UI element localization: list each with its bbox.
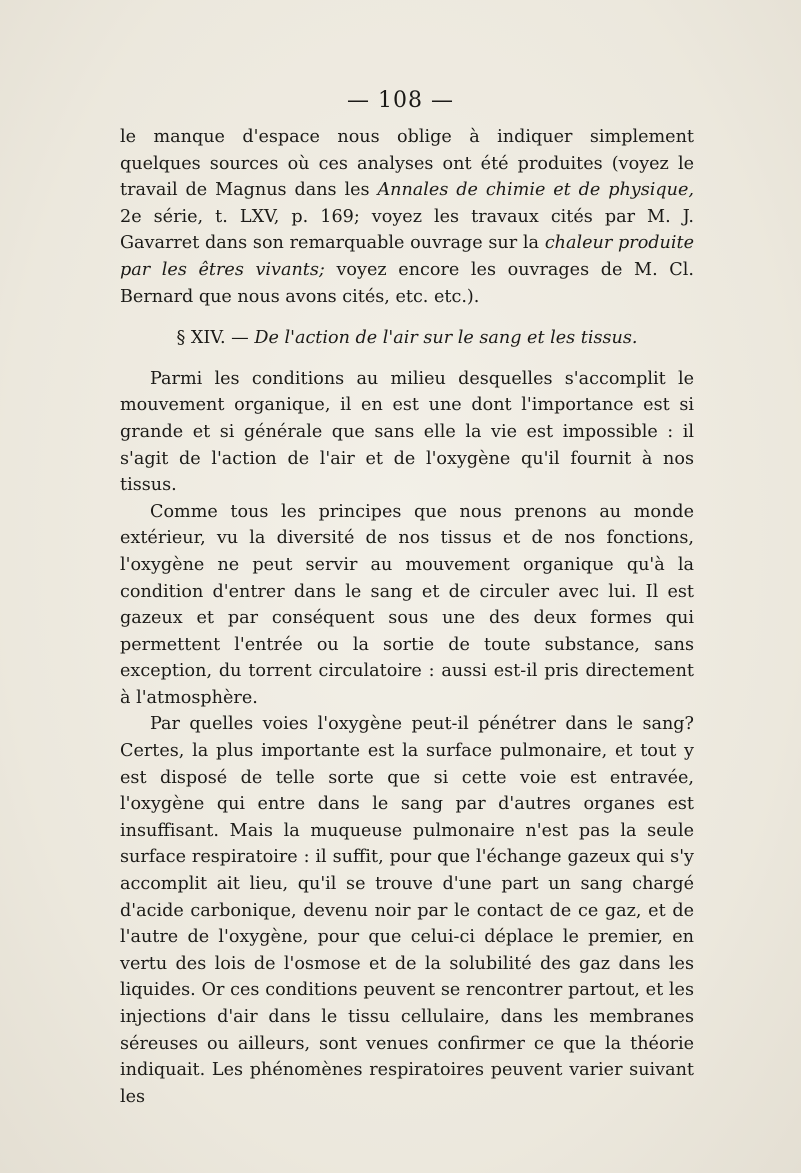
page-number: — 108 — (347, 88, 454, 113)
paragraph-1-part-1: le manque d'espace nous oblige à indiquer simplement quelques sources où ces analyses ont été produites (voyez le travail de Magnus dans les (120, 127, 694, 201)
section-number: § XIV. — (176, 328, 249, 349)
paragraph-1-part-3: voyez encore les ouvrages de M. Cl. Bernard que nous avons cités, etc. etc.). (120, 259, 694, 307)
paragraph-1-part-2: 2e série, t. LXV, p. 169; voyez les travaux cités par M. J. Gavarret dans son remarquable ouvrage sur la (120, 206, 694, 254)
paragraph-continuation (120, 124, 694, 310)
section-title: De l'action de l'air sur le sang et les tissus. (254, 328, 638, 349)
body-text (120, 124, 694, 1110)
journal-title-italic: Annales de chimie et de physique, (377, 180, 694, 201)
section-heading (120, 325, 694, 352)
paragraph-3: Comme tous les principes que nous prenons au monde extérieur, vu la diversité de nos tissus et de nos fonctions, l'oxygène ne peut servir au mouvement organique qu'à la condition d'entrer dans le sang et de circuler avec lui. Il est gazeux et par conséquent sous une des deux formes qui permettent l'entrée ou la sortie de toute substance, sans exception, du torrent circulatoire : aussi est-il pris directement à l'atmosphère. (120, 501, 694, 708)
paragraph-2: Parmi les conditions au milieu desquelles s'accomplit le mouvement organique, il en est une dont l'importance est si grande et si générale que sans elle la vie est impossible : il s'agit de l'action de l'air et de l'oxygène qu'il fournit à nos tissus. (120, 368, 694, 496)
paragraph-4: Par quelles voies l'oxygène peut-il pénétrer dans le sang? Certes, la plus importante est la surface pulmonaire, et tout y est disposé de telle sorte que si cette voie est entravée, l'oxygène qui entre dans le sang par d'autres organes est insuffisant. Mais la muqueuse pulmonaire n'est pas la seule surface respiratoire : il suffit, pour que l'échange gazeux qui s'y accomplit ait lieu, qu'il se trouve d'une part un sang chargé d'acide carbonique, devenu noir par le contact de ce gaz, et de l'autre de l'oxygène, pour que celui-ci déplace le premier, en vertu des lois de l'osmose et de la solubilité des gaz dans les liquides. Or ces conditions peuvent se rencontrer partout, et les injections d'air dans le tissu cellulaire, dans les membranes séreuses ou ailleurs, sont venues confirmer ce que la théorie indiquait. Les phénomènes respiratoires peuvent varier suivant les (120, 714, 694, 1107)
book-title-italic: chaleur produite par les êtres vivants; (120, 233, 694, 280)
